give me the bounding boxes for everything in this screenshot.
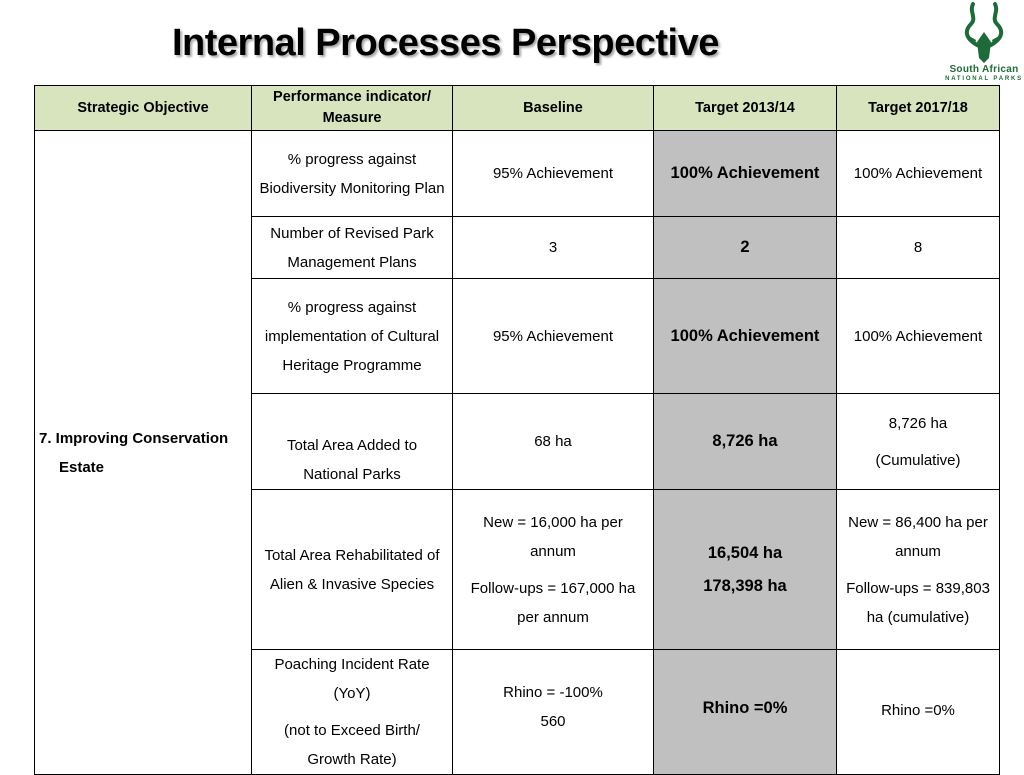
target-2013-14-cell: 8,726 ha	[654, 394, 837, 490]
header-target-2013-14: Target 2013/14	[654, 86, 837, 131]
indicator-text: Total Area Added to National Parks	[286, 437, 418, 483]
logo-text-line1: South African	[949, 64, 1019, 75]
header-performance-indicator: Performance indicator/ Measure	[252, 86, 453, 131]
objective-suffix: Estate	[59, 458, 105, 476]
target-2017-18-follow-ups: Follow-ups = 839,803 ha (cumulative)	[846, 579, 990, 626]
target-2013-14-cell: 100% Achievement	[654, 131, 837, 217]
indicator-cell: % progress against implementation of Cultural Heritage Programme	[252, 279, 453, 394]
table-header-row	[35, 86, 1000, 131]
baseline-cell: 95% Achievement	[453, 131, 654, 217]
baseline-cell: 95% Achievement	[453, 279, 654, 394]
table-row	[35, 131, 1000, 217]
indicator-cell	[252, 394, 453, 490]
baseline-rhino: Rhino = -100%	[503, 684, 603, 701]
target-2013-14-cell	[654, 490, 837, 650]
indicator-text: Poaching Incident Rate (YoY)	[274, 656, 430, 702]
baseline-cell: 3	[453, 217, 654, 279]
target-2017-18-cell: 100% Achievement	[837, 131, 1000, 217]
target-2013-14-new: 16,504 ha	[707, 543, 783, 562]
logo-text-line2: NATIONAL PARKS	[945, 76, 1023, 82]
objective-prefix: 7. Improving Conservation	[39, 429, 229, 447]
header-target-2017-18: Target 2017/18	[837, 86, 1000, 131]
kudu-head-icon	[957, 2, 1011, 64]
indicator-cell: % progress against Biodiversity Monitoring Plan	[252, 131, 453, 217]
baseline-cell	[453, 490, 654, 650]
target-2013-14-cell: Rhino =0%	[654, 650, 837, 775]
baseline-count: 560	[540, 713, 566, 730]
target-2017-18-new: New = 86,400 ha per annum	[848, 513, 988, 560]
target-2017-18-cell	[837, 394, 1000, 490]
strategic-objective-cell	[35, 131, 252, 775]
target-2017-18-cell: 8	[837, 217, 1000, 279]
target-2017-18-cell: 100% Achievement	[837, 279, 1000, 394]
page-title: Internal Processes Perspective	[172, 22, 719, 64]
baseline-cell	[453, 650, 654, 775]
baseline-new: New = 16,000 ha per annum	[483, 513, 623, 560]
target-2017-18-cell	[837, 490, 1000, 650]
target-2013-14-follow-ups: 178,398 ha	[703, 576, 787, 595]
target-2017-18-note: (Cumulative)	[875, 451, 961, 469]
target-2017-18-value: 8,726 ha	[888, 414, 948, 432]
sanparks-logo	[944, 2, 1024, 88]
indicator-cell: Number of Revised Park Management Plans	[252, 217, 453, 279]
indicator-note: (not to Exceed Birth/ Growth Rate)	[284, 722, 420, 768]
target-2013-14-cell: 2	[654, 217, 837, 279]
baseline-cell: 68 ha	[453, 394, 654, 490]
target-2013-14-cell: 100% Achievement	[654, 279, 837, 394]
header-strategic-objective: Strategic Objective	[35, 86, 252, 131]
baseline-follow-ups: Follow-ups = 167,000 ha per annum	[470, 579, 636, 626]
performance-table	[34, 85, 1000, 775]
header-baseline: Baseline	[453, 86, 654, 131]
indicator-cell: Total Area Rehabilitated of Alien & Invasive Species	[252, 490, 453, 650]
indicator-cell	[252, 650, 453, 775]
target-2017-18-cell: Rhino =0%	[837, 650, 1000, 775]
